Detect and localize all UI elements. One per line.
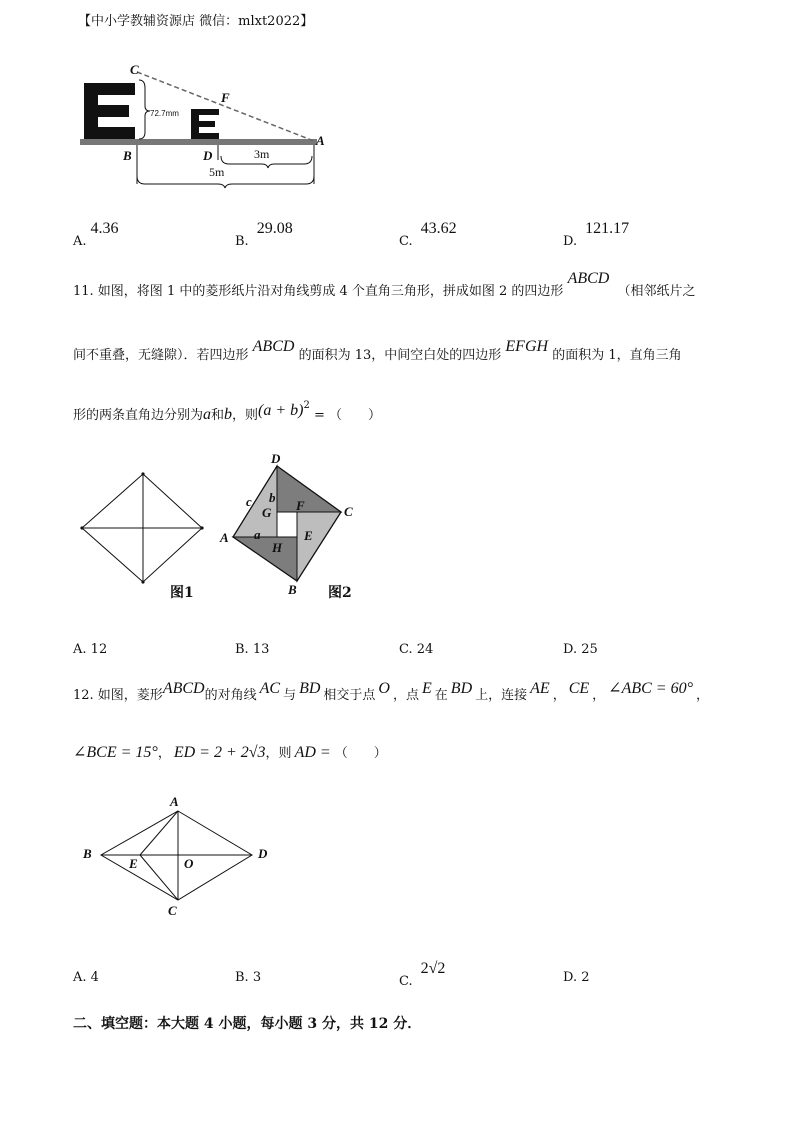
q12-fig-label-e: E xyxy=(129,856,138,871)
q11-fig2-label-d: D xyxy=(271,451,281,466)
header-watermark: 【中小学教辅资源店 微信：mlxt2022】 xyxy=(78,14,314,29)
q12-fig-label-d: D xyxy=(258,846,268,861)
q10-option-a: $_{A.}$4.36 xyxy=(73,220,119,249)
q11-fig2-label-f: F xyxy=(296,498,305,513)
section2-title: 二、填空题：本大题 4 小题，每小题 3 分，共 12 分． xyxy=(73,1016,422,1032)
q11-fig2-label-h: H xyxy=(272,540,283,555)
q11-line2: 间不重叠，无缝隙）．若四边形 ABCD 的面积为 13，中间空白处的四边形 EFGH 的面积为 1，直角三角 xyxy=(73,338,682,363)
q11-option-d: D. 25 xyxy=(563,642,598,657)
q12-fig-label-a: A xyxy=(170,794,179,809)
q11-fig1-caption: 图1 xyxy=(170,585,194,601)
q11-fig2-label-g: G xyxy=(262,505,272,520)
q11-fig2-label-a-lower: a xyxy=(254,527,261,542)
q11-fig2-label-a: A xyxy=(220,530,229,545)
q10-option-d: $_{D.}$121.17 xyxy=(563,220,630,249)
q12-fig-label-b: B xyxy=(83,846,92,861)
q12-option-b: B. 3 xyxy=(235,970,262,985)
q11-fig2-label-c-lower: c xyxy=(246,494,252,509)
q11-option-a: A. 12 xyxy=(73,642,108,657)
q12-option-a: A. 4 xyxy=(73,970,99,985)
fig10-label-c: C xyxy=(130,62,139,77)
q11-fig2-caption: 图2 xyxy=(328,585,352,601)
q11-line3: 形的两条直角边分别为a和b，则$(a + b)^2$ = （ ） xyxy=(73,399,382,423)
fig10-label-a: A xyxy=(316,133,325,148)
q11-fig2-label-e: E xyxy=(304,528,313,543)
q12-line1: 12. 如图，菱形ABCD的对角线 AC 与 BD 相交于点 O ，点 E 在 BD 上，连接 AE ， CE ， ∠ABC = 60° ， xyxy=(73,680,710,703)
fig10-label-f: F xyxy=(221,90,230,105)
q12-option-d: D. 2 xyxy=(563,970,590,985)
fig10-dist-ba: 5m xyxy=(209,165,225,179)
q11-line1: 11. 如图，将图 1 中的菱形纸片沿对角线剪成 4 个直角三角形，拼成如图 2 的四边形 ABCD （相邻纸片之 xyxy=(73,270,696,299)
fig10-dist-da: 3m xyxy=(254,147,270,161)
fig10-label-b: B xyxy=(123,148,132,163)
fig10-label-d: D xyxy=(203,148,213,163)
q12-option-c: $_{C.}$2√2 xyxy=(399,960,446,989)
q11-fig2-label-b-lower: b xyxy=(269,490,276,505)
q11-fig2-label-c: C xyxy=(344,504,353,519)
q11-option-b: B. 13 xyxy=(235,642,270,657)
q11-option-c: C. 24 xyxy=(399,642,434,657)
q11-fig2-label-b: B xyxy=(288,582,297,597)
q12-line2: ∠BCE = 15°， ED = 2 + 2√3，则 AD = （ ） xyxy=(73,744,387,761)
q12-fig-label-o: O xyxy=(184,856,194,871)
q10-option-b: $_{B.}$29.08 xyxy=(235,220,293,249)
q12-fig-label-c: C xyxy=(168,903,177,918)
q10-option-c: $_{C.}$43.62 xyxy=(399,220,457,249)
fig10-height-label: 72.7mm xyxy=(150,109,179,118)
